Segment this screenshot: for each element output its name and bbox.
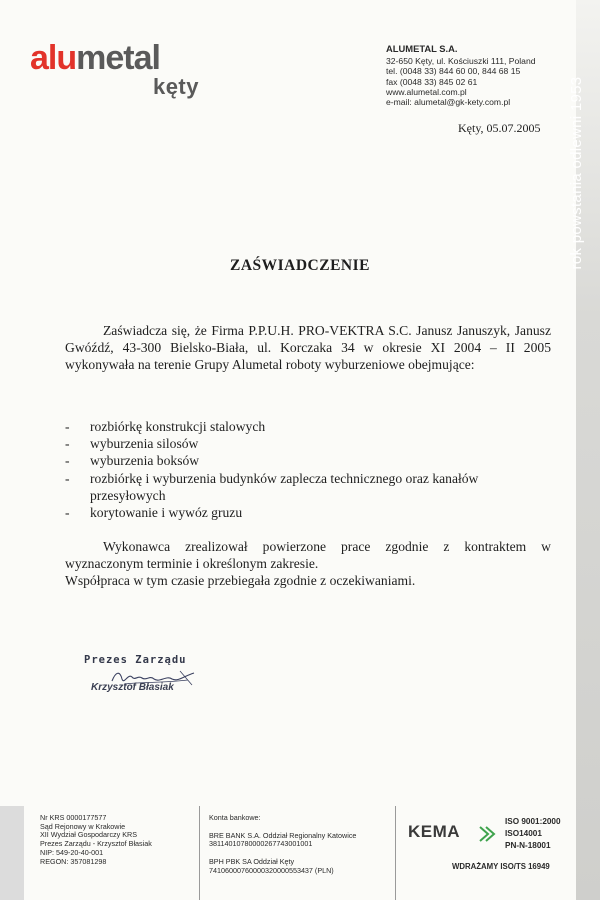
signature-name-stamp: Krzysztof Błasiak	[91, 682, 174, 693]
address-line: 32-650 Kęty, ul. Kościuszki 111, Poland	[386, 56, 536, 67]
registry-line: Sąd Rejonowy w Krakowie	[40, 821, 126, 831]
side-band	[568, 0, 600, 900]
cert-item: ISO 9001:2000	[505, 817, 561, 826]
registry-line: Prezes Zarządu - Krzysztof Błasiak	[40, 839, 152, 849]
footer-shade	[0, 806, 24, 900]
list-item: - korytowanie i wywóz gruzu	[65, 504, 551, 521]
bank-account-number: 38114010780000267743001001	[209, 839, 313, 849]
cert-implementing: WDRAŻAMY ISO/TS 16949	[452, 862, 550, 871]
scope-list	[65, 418, 551, 521]
registry-info	[40, 814, 152, 866]
list-item: - rozbiórkę i wyburzenia budynków zaplecza technicznego oraz kanałów przesyłowych	[65, 470, 551, 504]
registry-line: REGON: 357081298	[40, 856, 107, 866]
bank-name: BPH PBK SA Oddział Kęty	[209, 857, 295, 867]
footer-divider	[199, 806, 200, 900]
kema-wordmark: KEMA	[408, 822, 461, 841]
alumetal-logo	[30, 40, 205, 102]
logo-metal: metal	[76, 39, 160, 77]
bank-account-number: 74106000760000320000553437 (PLN)	[209, 865, 334, 875]
logo-kety: kęty	[152, 74, 199, 99]
body-paragraph-3: Współpraca w tym czasie przebiegała zgodnie z oczekiwaniami.	[65, 573, 416, 588]
registry-line: Nr KRS 0000177577	[40, 813, 107, 822]
body-paragraph-2: Wykonawca zrealizował powierzone prace zgodnie z kontraktem w wyznaczonym terminie i określonym zakresie.	[65, 539, 551, 572]
footer-divider	[395, 806, 396, 900]
company-header	[386, 44, 576, 107]
letter-date: Kęty, 05.07.2005	[458, 121, 541, 135]
certifications	[505, 816, 561, 852]
cert-item: ISO14001	[505, 829, 542, 838]
footer	[0, 806, 600, 900]
registry-line: XII Wydział Gospodarczy KRS	[40, 830, 137, 840]
bank-heading: Konta bankowe:	[209, 813, 261, 822]
signature-block	[80, 648, 230, 703]
registry-line: NIP: 549-20-40-001	[40, 847, 104, 857]
signature-title-stamp: Prezes Zarządu	[84, 654, 187, 666]
logo-alu: alu	[30, 39, 77, 77]
body-paragraph-1: Zaświadcza się, że Firma P.P.U.H. PRO-VEKTRA S.C. Janusz Januszyk, Janusz Gwóźdź, 43-300 Bielsko-Biała, ul. Korczaka 34 w okresie XI 2004 – II 2005 wykonywała na terenie Grupy Alumetal roboty wyburzeniowe obejmujące:	[65, 323, 551, 373]
fax-line: fax (0048 33) 845 02 61	[386, 76, 478, 87]
kema-mark-icon	[478, 824, 496, 844]
cert-item: PN-N-18001	[505, 841, 551, 850]
kema-logo	[408, 822, 494, 862]
list-item: - rozbiórkę konstrukcji stalowych	[65, 418, 551, 435]
company-name: ALUMETAL S.A.	[386, 43, 458, 54]
document-title: ZAŚWIADCZENIE	[229, 257, 370, 274]
phone-line: tel. (0048 33) 844 60 00, 844 68 15	[386, 66, 521, 77]
bank-accounts	[209, 814, 356, 876]
list-item: - wyburzenia silosów	[65, 435, 551, 452]
logo-wordmark	[30, 40, 205, 76]
side-founding-text: rok powstania odlewni 1953	[568, 76, 585, 270]
list-item: - wyburzenia boksów	[65, 452, 551, 469]
bank-name: BRE BANK S.A. Oddział Regionalny Katowice	[209, 830, 357, 840]
website-line: www.alumetal.com.pl	[386, 86, 467, 97]
email-line: e-mail: alumetal@gk-kety.com.pl	[386, 97, 511, 108]
